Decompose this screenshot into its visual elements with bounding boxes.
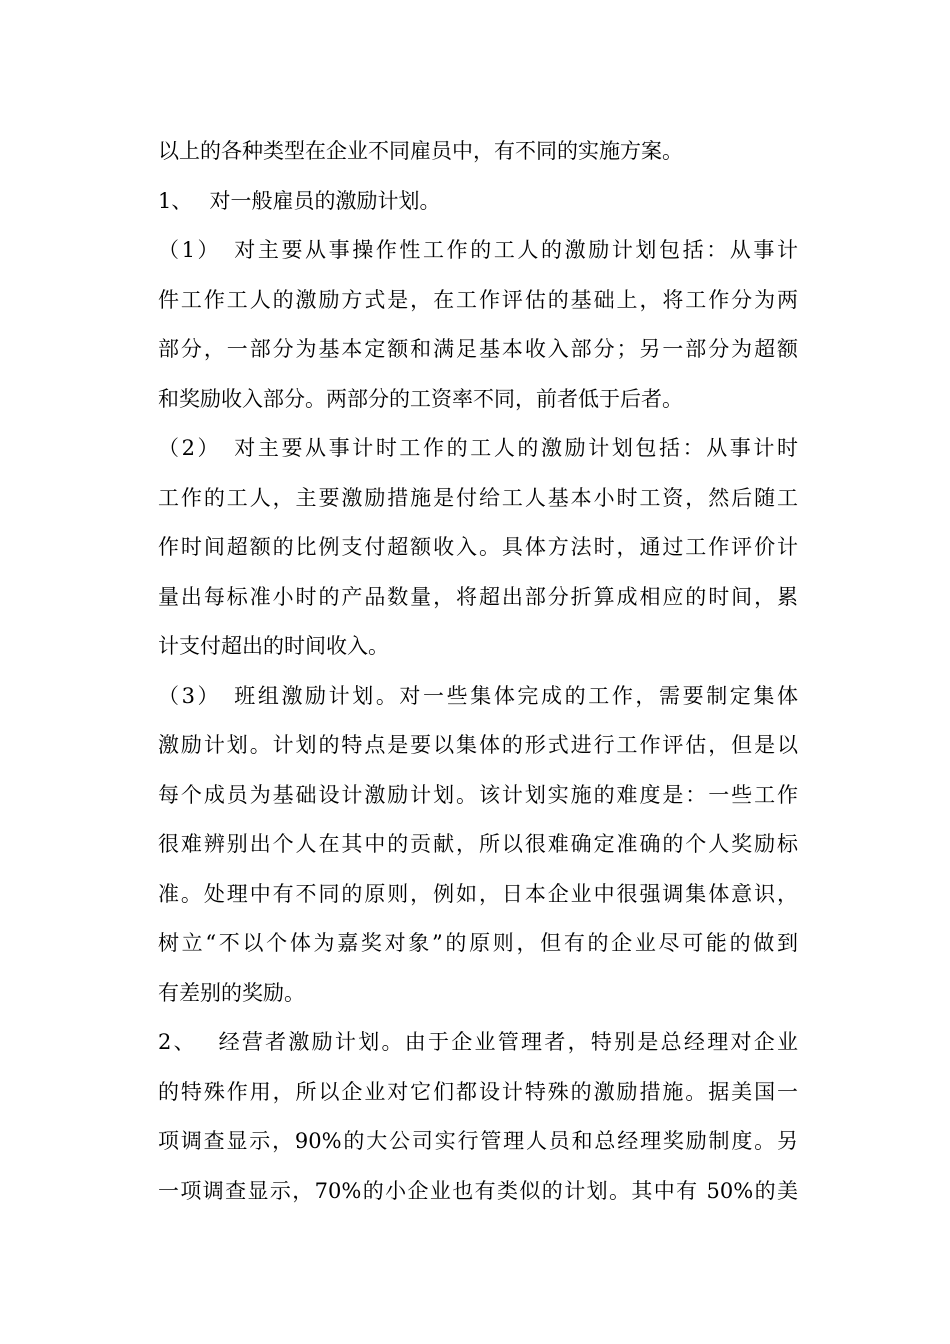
text-line: 激励计划。计划的特点是要以集体的形式进行工作评估，但是以: [158, 733, 798, 757]
text-line: 计支付超出的时间收入。: [158, 634, 389, 658]
text-line: 准。处理中有不同的原则，例如，日本企业中很强调集体意识，: [158, 882, 798, 906]
text-line: 以上的各种类型在企业不同雇员中，有不同的实施方案。: [158, 139, 683, 163]
text-line: 项调查显示，90%的大公司实行管理人员和总经理奖励制度。另: [158, 1129, 798, 1153]
text-line: （2） 对主要从事计时工作的工人的激励计划包括：从事计时: [158, 436, 798, 460]
text-line: 有差别的奖励。: [158, 981, 305, 1005]
text-line: 和奖励收入部分。两部分的工资率不同，前者低于后者。: [158, 387, 683, 411]
text-line: 很难辨别出个人在其中的贡献，所以很难确定准确的个人奖励标: [158, 832, 798, 856]
text-line: （1） 对主要从事操作性工作的工人的激励计划包括：从事计: [158, 238, 798, 262]
text-line: 一项调查显示，70%的小企业也有类似的计划。其中有 50%的美: [158, 1179, 798, 1203]
text-line: 作时间超额的比例支付超额收入。具体方法时，通过工作评价计: [158, 535, 798, 559]
section-heading: 2、 经营者激励计划。由于企业管理者，特别是总经理对企业: [158, 1030, 798, 1054]
text-line: 每个成员为基础设计激励计划。该计划实施的难度是：一些工作: [158, 783, 798, 807]
text-line: 量出每标准小时的产品数量，将超出部分折算成相应的时间，累: [158, 585, 798, 609]
text-line: 件工作工人的激励方式是，在工作评估的基础上，将工作分为两: [158, 288, 798, 312]
text-line: 部分，一部分为基本定额和满足基本收入部分；另一部分为超额: [158, 337, 798, 361]
text-line: 工作的工人，主要激励措施是付给工人基本小时工资，然后随工: [158, 486, 798, 510]
text-line: （3） 班组激励计划。对一些集体完成的工作，需要制定集体: [158, 684, 798, 708]
text-line: 树立“不以个体为嘉奖对象”的原则，但有的企业尽可能的做到: [158, 931, 798, 955]
section-heading: 1、 对一般雇员的激励计划。: [158, 189, 441, 213]
text-line: 的特殊作用，所以企业对它们都设计特殊的激励措施。据美国一: [158, 1080, 798, 1104]
